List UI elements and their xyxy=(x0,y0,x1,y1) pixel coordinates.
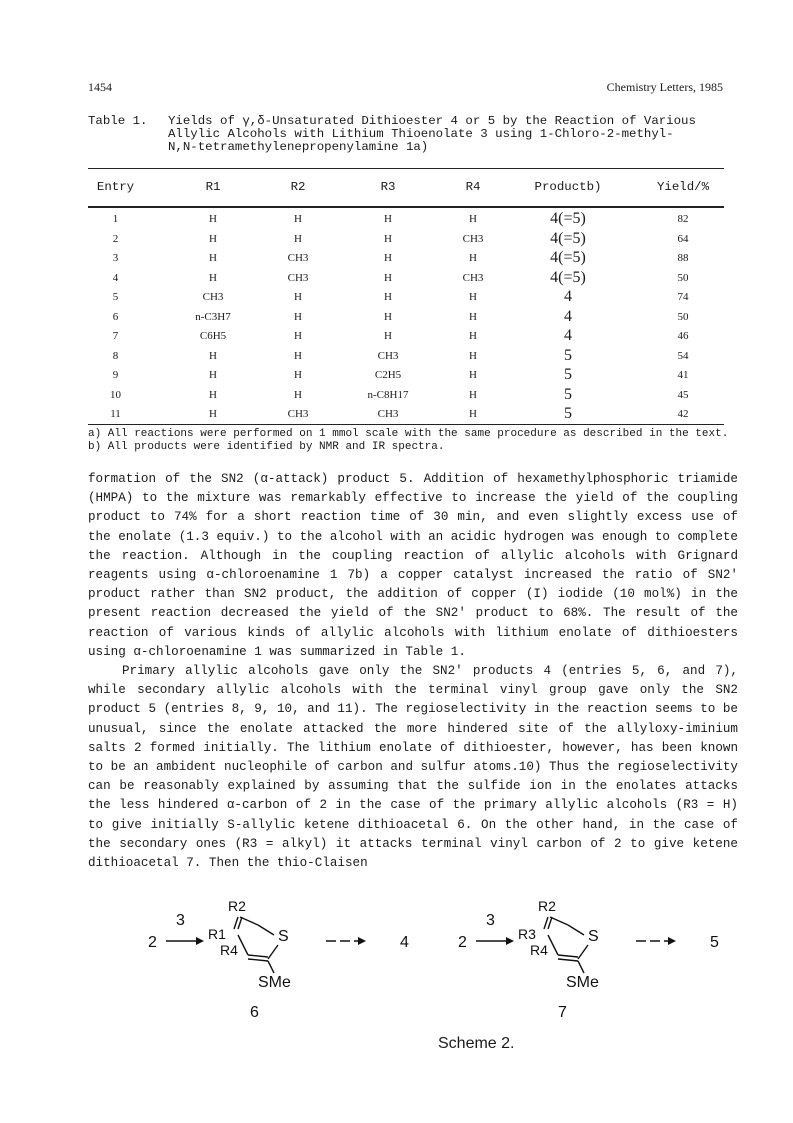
col-r2: R2 xyxy=(290,180,306,194)
cell-entry: 5 xyxy=(112,291,119,303)
cell-yield: 64 xyxy=(677,232,689,245)
cell-r2: H xyxy=(294,369,302,381)
scheme-right-r3: R3 xyxy=(518,926,536,942)
col-entry: Entry xyxy=(96,180,135,194)
cell-r4: H xyxy=(469,408,477,420)
table-row xyxy=(88,210,724,230)
cell-product: 5 xyxy=(564,346,572,364)
cell-r3: H xyxy=(384,291,392,303)
cell-r4: CH3 xyxy=(462,271,484,284)
cell-entry: 10 xyxy=(110,388,121,401)
cell-r4: H xyxy=(469,213,477,225)
cell-r4: H xyxy=(469,252,477,264)
cell-yield: 74 xyxy=(677,291,689,303)
table-label: Table 1. xyxy=(88,114,148,128)
journal-title: Chemistry Letters, 1985 xyxy=(606,80,723,94)
table-row xyxy=(88,327,724,347)
cell-entry: 11 xyxy=(110,408,121,420)
paragraph-2: Primary allylic alcohols gave only the SN2' products 4 (entries 5, 6, and 7), while secondary allylic alcohols with the terminal vinyl group gave only the SN2 product 5 (entries 8, 9, 10, and 11). The regioselectivity in the reaction seems to be unusual, since the enolate attacked the more hindered site of the allyloxy-iminium salts 2 formed initially. The lithium enolate of dithioester, however, has been known to be an ambident nucleophile of carbon and sulfur atoms.10) Thus the regioselectivity can be reasonably explained by assuming that the sulfide ion in the enolates attacks the less hindered α-carbon of 2 in the case of the primary allylic alcohols (R3 = H) to give initially S-allylic ketene dithioacetal 6. On the other hand, in the case of the secondary ones (R3 = alkyl) it attacks terminal vinyl carbon of 2 to give ketene dithioacetal 7. Then the thio-Claisen xyxy=(88,664,738,871)
cell-product: 4(=5) xyxy=(550,268,586,286)
table-row xyxy=(88,269,724,289)
scheme-right-reagent: 3 xyxy=(486,912,495,929)
cell-r4: H xyxy=(469,369,477,381)
table-row xyxy=(88,405,724,425)
cell-r3: C2H5 xyxy=(374,369,402,381)
cell-product: 4 xyxy=(564,307,572,325)
paragraph-1: formation of the SN2 (α-attack) product 5. Addition of hexamethylphosphoric triamide (HMPA) to the mixture was remarkably effective to increase the yield of the coupling product to 74% for a short reaction time of 30 min, and even slightly excess use of the enolate (1.3 equiv.) to the alcohol with an acidic hydrogen was enough to complete the reaction. Although in the coupling reaction of allylic alcohols with Grignard reagents using α-chloroenamine 1 7b) a copper catalyst increased the ratio of SN2' product rather than SN2 product, the addition of copper (I) iodide (10 mol%) in the present reaction decreased the yield of the SN2' product to 68%. The result of the reaction of various kinds of allylic alcohols with lithium enolate of dithioesters using α-chloroenamine 1 was summarized in Table 1. xyxy=(88,472,738,659)
col-r4: R4 xyxy=(465,180,481,194)
cell-entry: 4 xyxy=(112,271,119,284)
page-number: 1454 xyxy=(88,80,112,94)
col-r3: R3 xyxy=(380,180,396,194)
cell-r1: H xyxy=(209,252,217,264)
body-text xyxy=(88,470,738,873)
cell-product: 4 xyxy=(564,288,572,305)
cell-yield: 42 xyxy=(677,408,689,420)
cell-r1: C6H5 xyxy=(199,330,227,342)
cell-r2: H xyxy=(294,388,302,401)
scheme-left-r2: R2 xyxy=(228,898,246,914)
footnote-b: b) All products were identified by NMR and IR spectra. xyxy=(88,440,445,453)
scheme-right-intermediate: 7 xyxy=(558,1004,567,1021)
scheme-right-product: 5 xyxy=(710,934,719,951)
table-bottom-rule xyxy=(88,424,724,425)
cell-r3: H xyxy=(384,252,392,264)
cell-yield: 41 xyxy=(677,369,689,381)
cell-product: 4(=5) xyxy=(550,249,586,266)
col-product: Productb) xyxy=(534,180,602,194)
cell-r3: H xyxy=(384,232,392,245)
col-r1: R1 xyxy=(205,180,221,194)
cell-r2: H xyxy=(294,291,302,303)
cell-product: 4(=5) xyxy=(550,229,586,247)
cell-r2: H xyxy=(294,330,302,342)
table-footnotes xyxy=(88,428,738,453)
caption-line-3: N,N-tetramethylenepropenylamine 1a) xyxy=(168,140,429,154)
cell-r3: H xyxy=(384,271,392,284)
cell-yield: 45 xyxy=(677,388,689,401)
cell-r3: H xyxy=(384,213,392,225)
cell-r1: CH3 xyxy=(202,291,224,303)
cell-yield: 54 xyxy=(677,349,689,362)
table-body xyxy=(88,210,724,425)
scheme-left-r1: R1 xyxy=(208,926,226,942)
scheme-right-sulfur: S xyxy=(588,928,599,945)
cell-r3: n-C8H17 xyxy=(367,388,409,401)
cell-r2: H xyxy=(294,310,302,323)
cell-product: 5 xyxy=(564,366,572,383)
table-row xyxy=(88,288,724,308)
cell-r2: H xyxy=(294,213,302,225)
cell-r1: H xyxy=(209,271,217,284)
table-row xyxy=(88,386,724,406)
cell-r1: H xyxy=(209,232,217,245)
cell-product: 5 xyxy=(564,405,572,422)
cell-entry: 3 xyxy=(112,252,119,264)
scheme-left-intermediate: 6 xyxy=(250,1004,259,1021)
cell-r4: CH3 xyxy=(462,232,484,245)
cell-yield: 88 xyxy=(677,252,689,264)
table-row xyxy=(88,230,724,250)
table-row xyxy=(88,308,724,328)
scheme-right-r4: R4 xyxy=(530,942,548,958)
cell-r4: H xyxy=(469,349,477,362)
cell-yield: 82 xyxy=(677,213,689,225)
table-header-rule xyxy=(88,206,724,208)
cell-entry: 7 xyxy=(112,330,119,342)
scheme-label: Scheme 2. xyxy=(438,1035,515,1052)
cell-r2: H xyxy=(294,349,302,362)
table-row xyxy=(88,366,724,386)
cell-entry: 2 xyxy=(112,232,119,245)
table-header-row xyxy=(88,180,724,202)
scheme-left-start: 2 xyxy=(148,934,157,951)
cell-r3: H xyxy=(384,310,392,323)
cell-product: 4 xyxy=(564,327,572,344)
cell-r1: H xyxy=(209,369,217,381)
cell-r4: H xyxy=(469,330,477,342)
cell-r1: H xyxy=(209,213,217,225)
cell-r4: H xyxy=(469,291,477,303)
cell-r2: CH3 xyxy=(287,252,309,264)
caption-line-1: Yields of γ,δ-Unsaturated Dithioester 4 or 5 by the Reaction of Various xyxy=(168,114,696,128)
cell-yield: 50 xyxy=(677,310,689,323)
cell-r4: H xyxy=(469,310,477,323)
cell-r1: H xyxy=(209,408,217,420)
cell-entry: 9 xyxy=(112,369,119,381)
cell-r3: CH3 xyxy=(377,349,399,362)
scheme-2 xyxy=(88,895,738,1115)
cell-r2: CH3 xyxy=(287,408,309,420)
cell-entry: 6 xyxy=(112,310,119,323)
scheme-left-group: SMe xyxy=(258,974,291,991)
scheme-right-start: 2 xyxy=(458,934,467,951)
cell-yield: 46 xyxy=(677,330,689,342)
col-yield: Yield/% xyxy=(656,180,710,194)
table-caption xyxy=(88,115,728,154)
cell-yield: 50 xyxy=(677,271,689,284)
cell-r4: H xyxy=(469,388,477,401)
caption-line-2: Allylic Alcohols with Lithium Thioenolate 3 using 1-Chloro-2-methyl- xyxy=(168,127,674,141)
scheme-right-group: SMe xyxy=(566,974,599,991)
cell-r1: H xyxy=(209,349,217,362)
cell-r2: H xyxy=(294,232,302,245)
scheme-left-sulfur: S xyxy=(278,928,289,945)
table-row xyxy=(88,347,724,367)
cell-entry: 1 xyxy=(112,213,119,225)
cell-r1: n-C3H7 xyxy=(195,310,231,323)
table-row xyxy=(88,249,724,269)
scheme-left-product: 4 xyxy=(400,934,409,951)
cell-product: 4(=5) xyxy=(550,210,586,227)
scheme-drawing xyxy=(88,895,738,1065)
cell-r3: CH3 xyxy=(377,408,399,420)
cell-r2: CH3 xyxy=(287,271,309,284)
footnote-a: a) All reactions were performed on 1 mmol scale with the same procedure as described in the text. xyxy=(88,428,729,440)
scheme-left-reagent: 3 xyxy=(176,912,185,929)
table-top-rule xyxy=(88,168,724,169)
scheme-right-r2: R2 xyxy=(538,898,556,914)
cell-r3: H xyxy=(384,330,392,342)
scheme-left-r4: R4 xyxy=(220,942,238,958)
cell-product: 5 xyxy=(564,385,572,403)
cell-r1: H xyxy=(209,388,217,401)
cell-entry: 8 xyxy=(112,349,119,362)
